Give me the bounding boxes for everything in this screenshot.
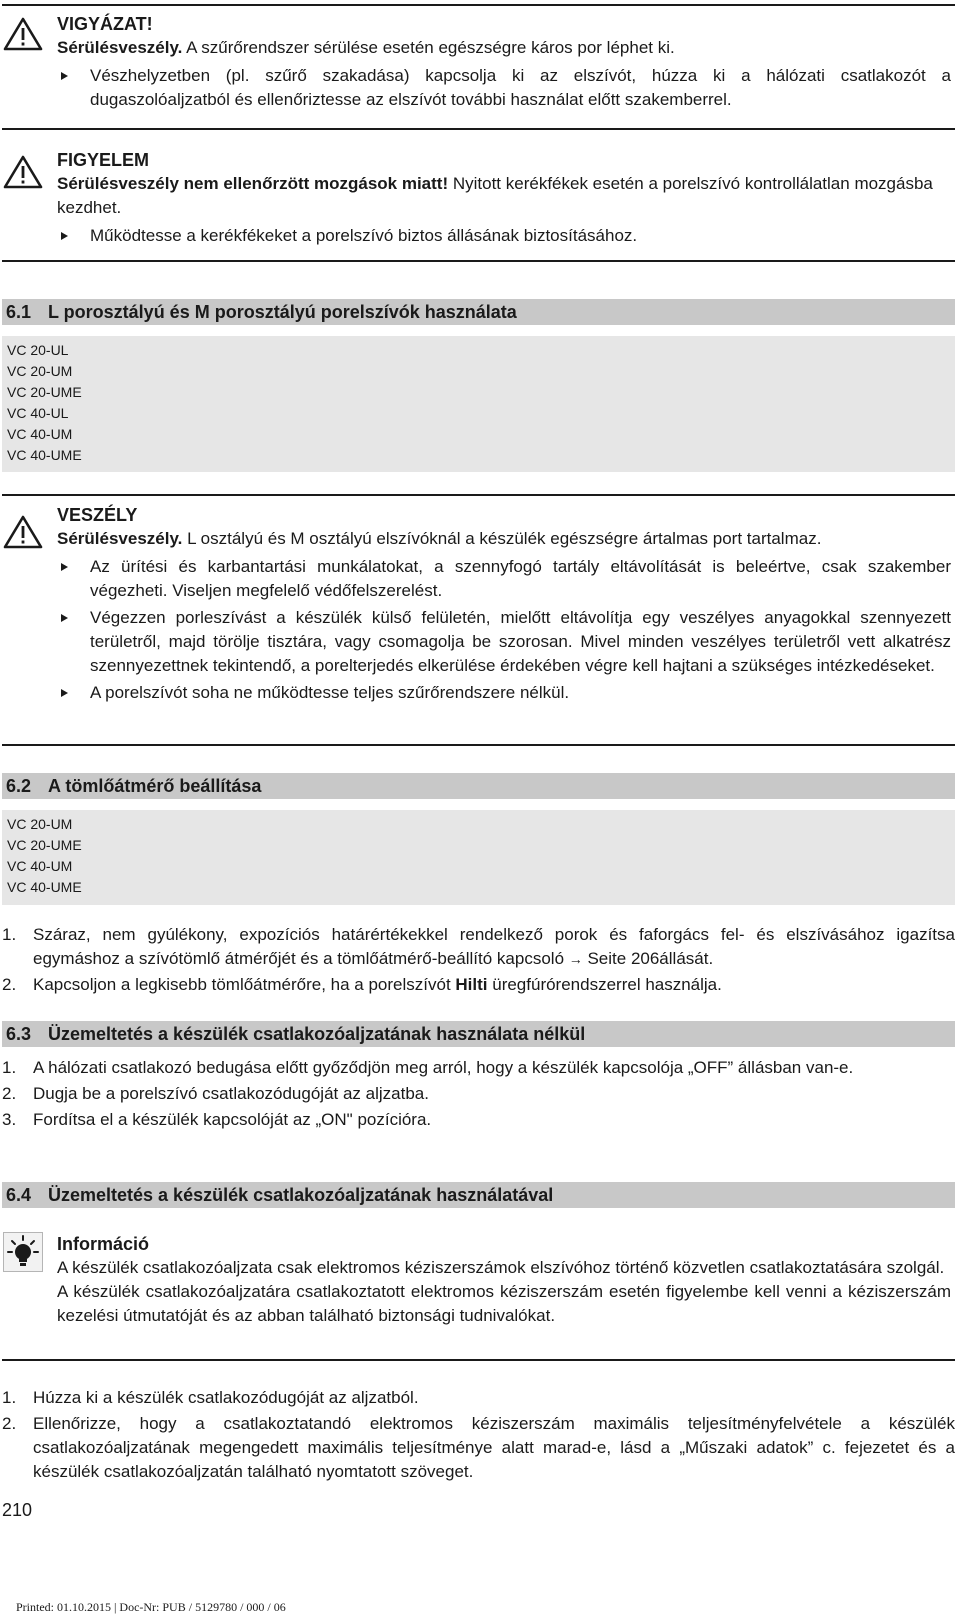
caution-notice: [0, 4, 955, 128]
danger-bullet: A porelszívót soha ne működtesse teljes szűrőrendszere nélkül.: [57, 681, 951, 705]
model-label: VC 40-UM: [7, 426, 73, 442]
step-number: 2.: [2, 1414, 17, 1433]
section-number: 6.1: [6, 302, 32, 322]
cross-reference-arrow-icon: →: [568, 951, 583, 967]
caution-title: VIGYÁZAT!: [57, 14, 153, 34]
model-label: VC 40-UM: [7, 858, 73, 874]
step-number: 3.: [2, 1110, 17, 1129]
warning-triangle-icon: [3, 16, 43, 52]
section-number: 6.3: [6, 1024, 32, 1044]
step-item: 2. Ellenőrizze, hogy a csatlakoztatandó elektromos kéziszerszám maximális teljesítményfelvétele a készülék csatlakozóaljzatának megengedett maximális teljesítménye alatt marad-e, lásd a „Műszaki adatok” c. fejezetet és a készülék csatlakozóaljzatán található nyomtatott szöveget.: [2, 1414, 955, 1481]
step-item: 1. Száraz, nem gyúlékony, expozíciós határértékekkel rendelkező porok és faforgács fel- és elszívásához igazítsa egymáshoz a szívótömlő átmérőjét és a tömlőátmérő-beállító kapcsoló → Seite 206állását.: [2, 925, 955, 968]
danger-bullet: Az ürítési és karbantartási munkálatokat, a szennyfogó tartály eltávolítását is beleértve, csak szakember végezheti. Viseljen megfelelő védőfelszerelést.: [57, 555, 951, 603]
step-item: 2. Dugja be a porelszívó csatlakozódugóját az aljzatba.: [0, 1082, 955, 1106]
section-6-3-steps: [0, 1056, 955, 1134]
caution-bullets: [57, 64, 951, 112]
model-label: VC 20-UL: [7, 342, 69, 358]
step-item: 1. A hálózati csatlakozó bedugása előtt győződjön meg arról, hogy a készülék kapcsolója „OFF” állásban van-e.: [0, 1056, 955, 1080]
section-title: Üzemeltetés a készülék csatlakozóaljzatának használatával: [48, 1185, 554, 1205]
danger-title: VESZÉLY: [57, 505, 138, 525]
info-box: [0, 1232, 955, 1360]
danger-bullets: [57, 555, 951, 705]
section-number: 6.4: [6, 1185, 32, 1205]
info-bulb-icon: [3, 1232, 43, 1272]
attention-notice: [0, 128, 955, 262]
section-number: 6.2: [6, 776, 32, 796]
notice-top-rule: [2, 4, 955, 6]
page-number: 210: [2, 1500, 33, 1520]
model-label: VC 40-UME: [7, 447, 82, 463]
section-6-1-header: [2, 299, 955, 325]
attention-bullets: [57, 224, 951, 248]
danger-notice: [0, 494, 955, 746]
section-title: Üzemeltetés a készülék csatlakozóaljzatának használata nélkül: [48, 1024, 586, 1044]
print-info: Printed: 01.10.2015 | Doc-Nr: PUB / 5129780 / 000 / 06: [16, 1600, 286, 1614]
model-label: VC 20-UM: [7, 363, 73, 379]
warning-triangle-icon: [3, 154, 43, 190]
section-6-4-header: [2, 1182, 955, 1208]
section-6-2-steps: [0, 923, 955, 999]
step-item: 3. Fordítsa el a készülék kapcsolóját az „ON" pozícióra.: [0, 1108, 955, 1132]
section-6-2-models: [2, 810, 955, 905]
step-number: 1.: [2, 1388, 17, 1407]
step-number: 2.: [2, 1084, 17, 1103]
caution-lead: Sérülésveszély. A szűrőrendszer sérülése esetén egészségre káros por léphet ki.: [57, 38, 675, 57]
step-item: 1. Húzza ki a készülék csatlakozódugóját az aljzatból.: [0, 1386, 955, 1410]
model-label: VC 20-UM: [7, 816, 73, 832]
danger-bullet: Végezzen porleszívást a készülék külső felületén, mielőtt eltávolítja egy veszélyes anyagokkal szennyezett területről, majd törölje tisztára, vagy csomagolja be szorosan. Mivel minden veszélyes területről vett alkatrész szennyezettnek tekintendő, a porelterjedés elkerülése érdekében végre kell hajtani a szükséges intézkedéseket.: [57, 606, 951, 678]
info-bottom-rule: [2, 1359, 955, 1361]
cross-reference-link[interactable]: Seite 206állását.: [582, 949, 714, 968]
section-title: L porosztályú és M porosztályú porelszívók használata: [48, 302, 517, 322]
warning-triangle-icon: [3, 514, 43, 550]
info-paragraph: A készülék csatlakozóaljzata csak elektromos kéziszerszámok elszívóhoz történő közvetlen csatlakoztatására szolgál.: [57, 1258, 945, 1277]
model-label: VC 20-UME: [7, 384, 82, 400]
step-number: 2.: [2, 975, 17, 994]
notice-top-rule: [2, 494, 955, 496]
attention-bullet: Működtesse a kerékfékeket a porelszívó biztos állásának biztosításához.: [57, 224, 951, 248]
step-number: 1.: [2, 925, 17, 944]
model-label: VC 40-UME: [7, 879, 82, 895]
notice-bottom-rule: [2, 260, 955, 262]
danger-lead: Sérülésveszély. L osztályú és M osztályú elszívóknál a készülék egészségre ártalmas port tartalmaz.: [57, 529, 822, 548]
step-number: 1.: [2, 1058, 17, 1077]
section-6-3-header: [2, 1021, 955, 1047]
notice-top-rule: [2, 128, 955, 130]
info-paragraph: A készülék csatlakozóaljzatára csatlakoztatott elektromos kéziszerszám esetén figyelembe kell venni a kéziszerszám kezelési útmutatóját és az abban található biztonsági tudnivalókat.: [57, 1282, 951, 1325]
caution-bullet: Vészhelyzetben (pl. szűrő szakadása) kapcsolja ki az elszívót, húzza ki a hálózati csatlakozót a dugaszolóaljzatból és ellenőriztesse az elszívót további használat előtt szakemberrel.: [57, 64, 951, 112]
notice-bottom-rule: [2, 744, 955, 746]
step-item: 2. Kapcsoljon a legkisebb tömlőátmérőre, ha a porelszívót Hilti üregfúrórendszerrel használja.: [0, 973, 955, 997]
section-6-4-steps: [0, 1386, 955, 1486]
model-label: VC 40-UL: [7, 405, 69, 421]
attention-title: FIGYELEM: [57, 150, 150, 170]
section-title: A tömlőátmérő beállítása: [48, 776, 262, 796]
info-title: Információ: [57, 1234, 150, 1254]
model-label: VC 20-UME: [7, 837, 82, 853]
section-6-1-models: [2, 336, 955, 472]
attention-lead: Sérülésveszély nem ellenőrzött mozgások miatt! Nyitott kerékfékek esetén a porelszívó kontrollálatlan mozgásba kezdhet.: [57, 174, 933, 217]
section-6-2-header: [2, 773, 955, 799]
